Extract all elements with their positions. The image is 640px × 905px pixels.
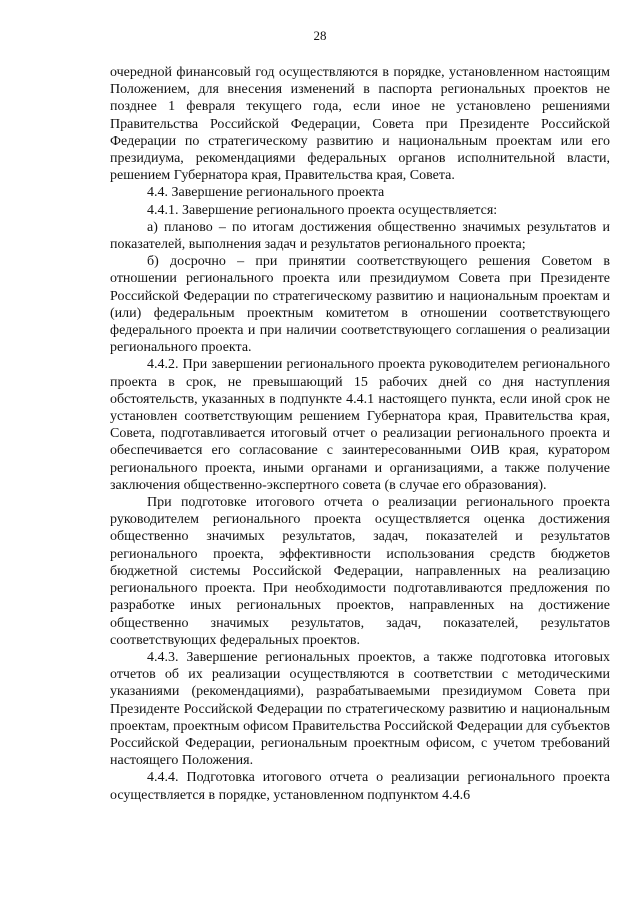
list-item-b: б) досрочно – при принятии соответствующего решения Советом в отношении регионального проекта или президиумом Совета при Президенте Российской Федерации по стратегическому развитию и национальным проектам и (или) федеральным проектным комитетом в отношении соответствующего федерального проекта и при наличии соответствующего соглашения о реализации регионального проекта. bbox=[110, 254, 610, 356]
paragraph-final-report-preparation: При подготовке итогового отчета о реализации регионального проекта руководителем регионального проекта осуществляется оценка достижения общественно значимых результатов, задач, показателей и результатов регионального проекта, эффективности использования средств бюджетов бюджетной системы Российской Федерации, направленных на реализацию регионального проекта. При необходимости подготавливаются предложения по разработке иных региональных проектов, направленных на достижение общественно значимых результатов, задач, показателей, результатов соответствующих федеральных проектов. bbox=[110, 495, 610, 648]
paragraph-4-4-2: 4.4.2. При завершении регионального проекта руководителем регионального проекта в срок, не превышающий 15 рабочих дней со дня наступления обстоятельств, указанных в подпункте 4.4.1 настоящего пункта, если иной срок не установлен соответствующим решением Губернатора края, Правительства края, Совета, подготавливается итоговый отчет о реализации регионального проекта и обеспечивается его согласование с заинтересованными ОИВ края, куратором регионального проекта, иными органами и организациями, а также получение заключения общественно-экспертного совета (в случае его образования). bbox=[110, 357, 610, 493]
section-heading-4-4: 4.4. Завершение регионального проекта bbox=[147, 185, 385, 201]
paragraph-4-4-3: 4.4.3. Завершение региональных проектов, а также подготовка итоговых отчетов об их реализации осуществляются в соответствии с методическими указаниями (рекомендациями), разрабатываемыми президиумом Совета при Президенте Российской Федерации по стратегическому развитию и национальным проектам, проектным офисом Правительства Российской Федерации для субъектов Российской Федерации, региональным проектным офисом, с учетом требований настоящего Положения. bbox=[110, 649, 610, 769]
paragraph-continuation: очередной финансовый год осуществляются в порядке, установленном настоящим Положением, для внесения изменений в паспорта региональных проектов не позднее 1 февраля текущего года, если иное не установлено решениями Правительства Российской Федерации, Совета при Президенте Российской Федерации по стратегическому развитию и национальным проектам или его президиума, рекомендациями федеральных органов исполнительной власти, решением Губернатора края, Правительства края, Совета. bbox=[110, 65, 610, 184]
page-number: 28 bbox=[313, 28, 327, 43]
list-item-a: а) планово – по итогам достижения общественно значимых результатов и показателей, выполнения задач и результатов регионального проекта; bbox=[110, 219, 610, 253]
paragraph-4-4-4: 4.4.4. Подготовка итогового отчета о реализации регионального проекта осуществляется в порядке, установленном подпунктом 4.4.6 bbox=[110, 770, 610, 803]
paragraph-4-4-1: 4.4.1. Завершение регионального проекта осуществляется: bbox=[147, 202, 498, 218]
document-body bbox=[110, 64, 610, 804]
